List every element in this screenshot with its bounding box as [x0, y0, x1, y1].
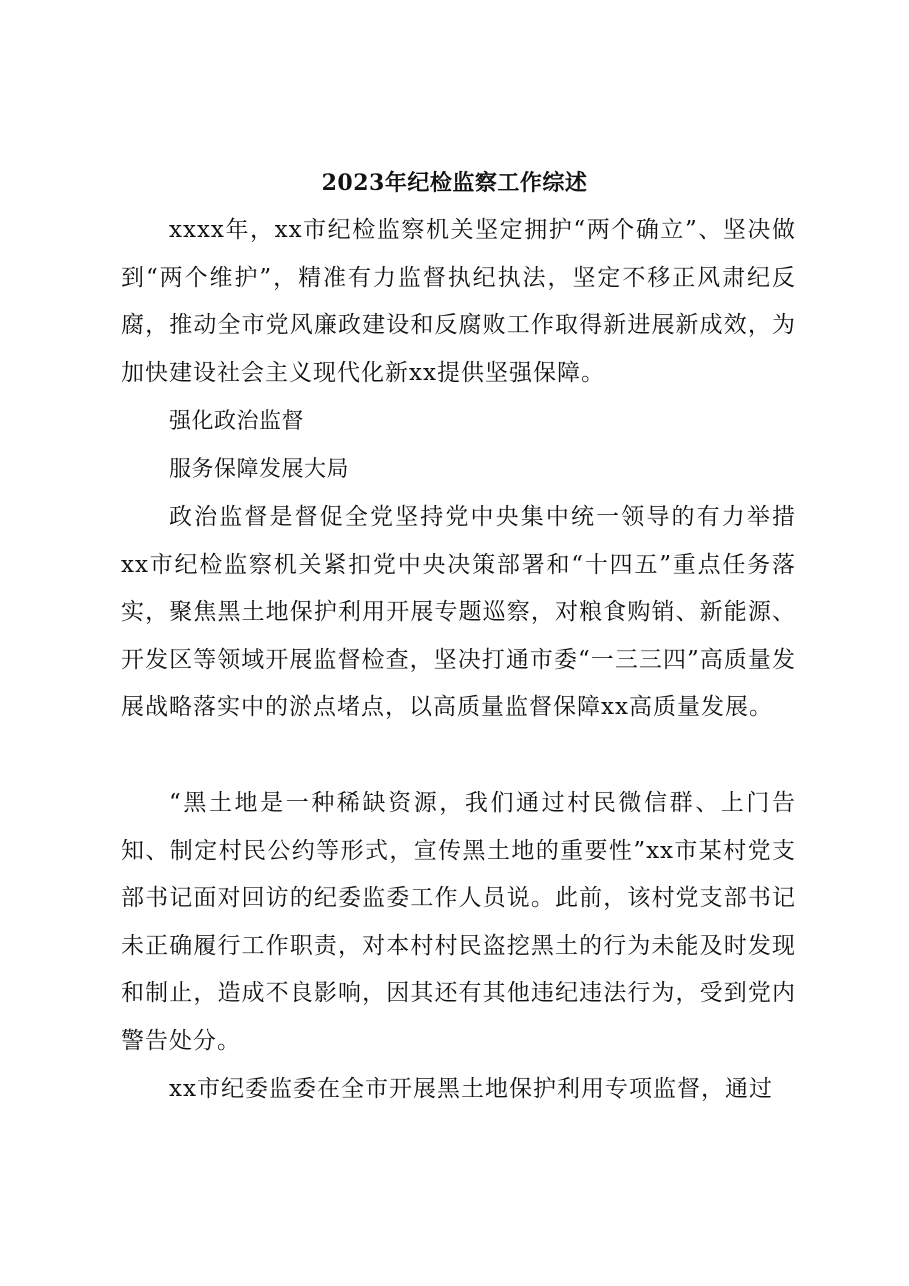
body-paragraph-political-supervision: 政治监督是督促全党坚持党中央集中统一领导的有力举措xx市纪检监察机关紧扣党中央决策部署和“十四五”重点任务落实，聚焦黑土地保护利用开展专题巡察，对粮食购销、新能源、开发区等领域开展监督检查，坚决打通市委“一三三四”高质量发展战略落实中的淤点堵点，以高质量监督保障xx高质量发展。: [121, 504, 796, 720]
body-paragraph-special-supervision: xx市纪委监委在全市开展黑土地保护利用专项监督，通过: [169, 1076, 773, 1102]
section-heading-development: 服务保障发展大局: [169, 457, 350, 482]
intro-paragraph: xxxx年，xx市纪检监察机关坚定拥护“两个确立”、坚决做到“两个维护”，精准有力监督执纪执法，坚定不移正风肃纪反腐，推动全市党风廉政建设和反腐败工作取得新进展新成效，为加快建设社会主义现代化新xx提供坚强保障。: [121, 217, 796, 386]
document-title: 2023年纪检监察工作综述: [321, 170, 588, 196]
section-heading-political-supervision: 强化政治监督: [169, 409, 305, 434]
body-paragraph-black-soil-quote: “黑土地是一种稀缺资源，我们通过村民微信群、上门告知、制定村民公约等形式，宣传黑土地的重要性”xx市某村党支部书记面对回访的纪委监委工作人员说。此前，该村党支部书记未正确履行工作职责，对本村村民盗挖黑土的行为未能及时发现和制止，造成不良影响，因其还有其他违纪违法行为，受到党内警告处分。: [121, 790, 796, 1054]
